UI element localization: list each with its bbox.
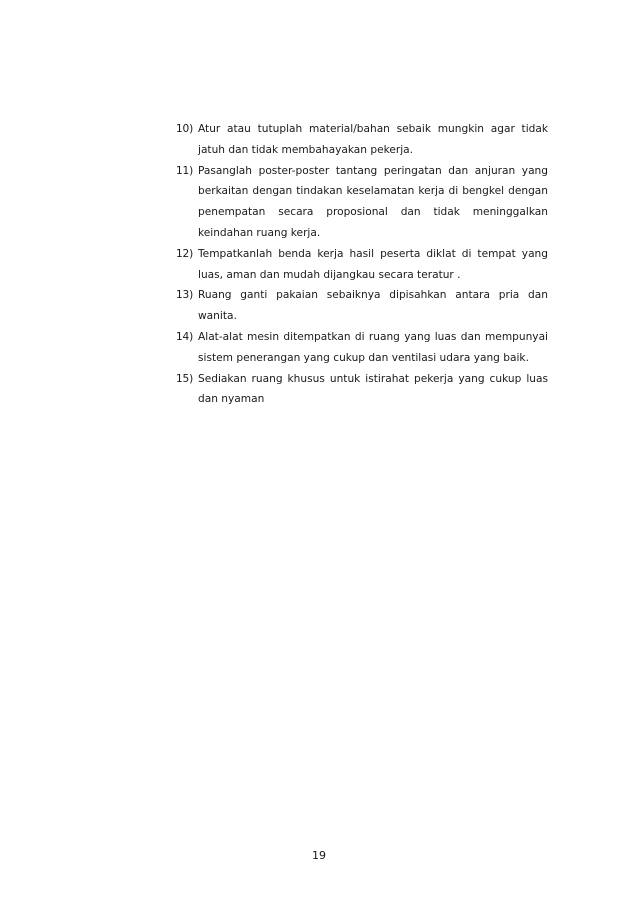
list-item-text: Sediakan ruang khusus untuk istirahat pekerja yang cukup luas dan nyaman (198, 372, 548, 406)
list-item-number: 15) (176, 372, 194, 385)
page-number: 19 (312, 849, 326, 862)
list-item-number: 11) (176, 164, 194, 177)
numbered-list (176, 119, 548, 410)
list-item-text: Alat-alat mesin ditempatkan di ruang yang luas dan mempunyai sistem penerangan yang cukup dan ventilasi udara yang baik. (198, 330, 548, 364)
list-item-text: Atur atau tutuplah material/bahan sebaik mungkin agar tidak jatuh dan tidak membahayakan pekerja. (198, 123, 548, 156)
list-item-number: 10) (176, 123, 194, 135)
list-item (176, 285, 548, 327)
list-item (176, 161, 548, 244)
list-item-text: Pasanglah poster-poster tantang peringatan dan anjuran yang berkaitan dengan tindakan keselamatan kerja di bengkel dengan penempatan secara proposional dan tidak meninggalkan keindahan ruang kerja. (198, 164, 548, 239)
list-item-number: 13) (176, 289, 194, 302)
list-item (176, 327, 548, 369)
list-item-text: Ruang ganti pakaian sebaiknya dipisahkan antara pria dan wanita. (198, 289, 548, 323)
list-item (176, 119, 548, 161)
list-item (176, 244, 548, 286)
list-item (176, 369, 548, 411)
list-item-number: 12) (176, 247, 194, 260)
list-item-number: 14) (176, 330, 194, 343)
list-item-text: Tempatkanlah benda kerja hasil peserta diklat di tempat yang luas, aman dan mudah dijangkau secara teratur . (198, 247, 548, 281)
